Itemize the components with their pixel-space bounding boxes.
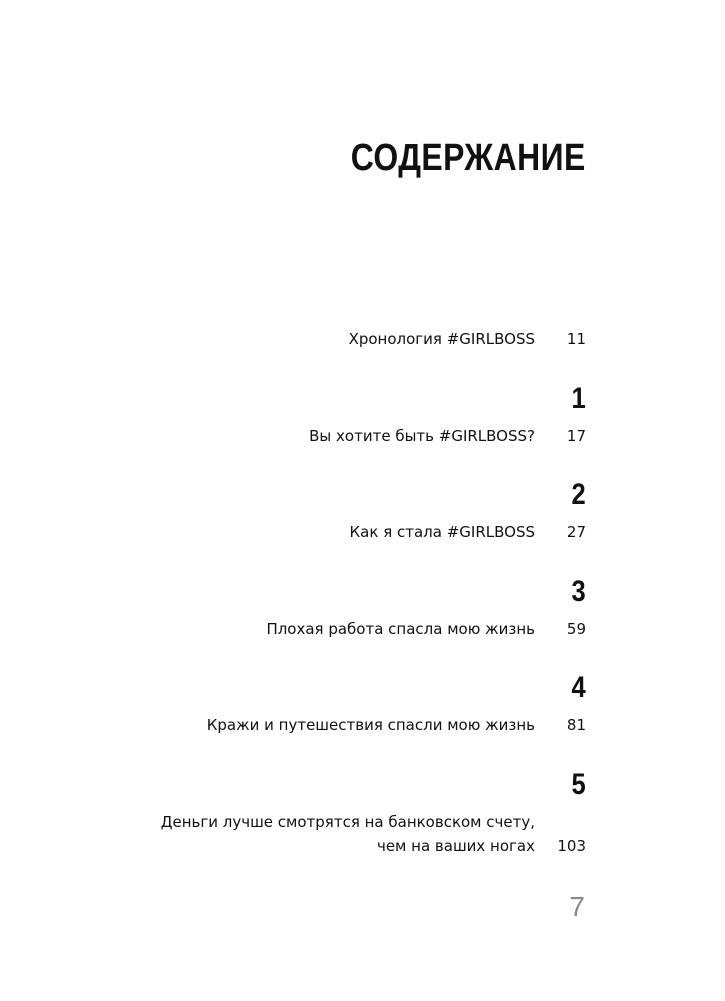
toc-entry-5-title-line2: чем на ваших ногах bbox=[376, 837, 535, 855]
toc-entry-prologue-page: 11 bbox=[566, 330, 586, 348]
chapter-number-2: 2 bbox=[571, 478, 586, 511]
page-number: 7 bbox=[569, 891, 585, 922]
chapter-number-4: 4 bbox=[571, 671, 586, 704]
toc-entry-prologue-title: Хронология #GIRLBOSS bbox=[348, 330, 535, 348]
toc-entry-4-page: 81 bbox=[566, 716, 586, 734]
page-title: СОДЕРЖАНИЕ bbox=[351, 137, 586, 179]
toc-entry-1-title: Вы хотите быть #GIRLBOSS? bbox=[309, 427, 535, 445]
toc-entry-1-page: 17 bbox=[566, 427, 586, 445]
toc-entry-2-title: Как я стала #GIRLBOSS bbox=[349, 523, 535, 541]
toc-entry-5-title-line1: Деньги лучше смотрятся на банковском счету, bbox=[160, 813, 535, 831]
toc-entry-4-title: Кражи и путешествия спасли мою жизнь bbox=[206, 716, 535, 734]
toc-entry-3-title: Плохая работа спасла мою жизнь bbox=[266, 620, 535, 638]
chapter-number-5: 5 bbox=[571, 768, 586, 801]
toc-entry-2-page: 27 bbox=[566, 523, 586, 541]
toc-entry-5-page: 103 bbox=[557, 837, 586, 855]
chapter-number-3: 3 bbox=[571, 575, 586, 608]
chapter-number-1: 1 bbox=[571, 382, 586, 415]
toc-entry-3-page: 59 bbox=[566, 620, 586, 638]
